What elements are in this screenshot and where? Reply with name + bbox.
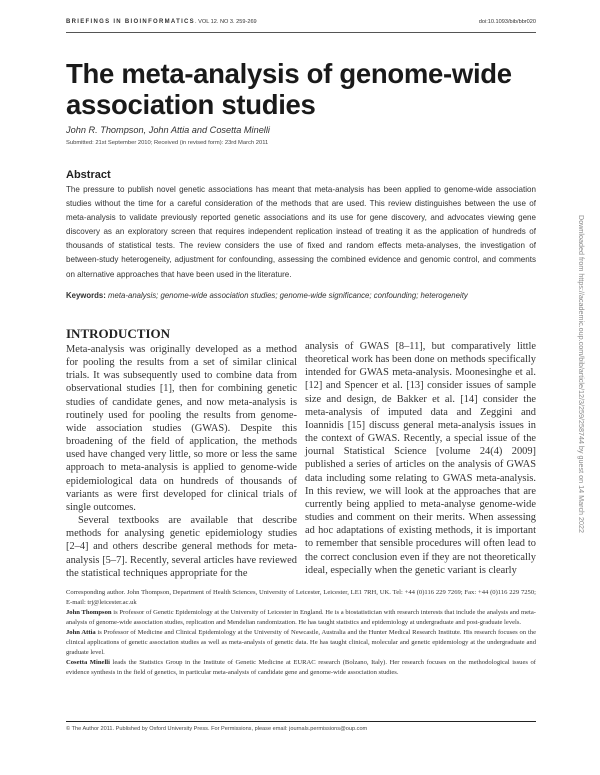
bio-name: John Attia bbox=[66, 629, 96, 636]
copyright: © The Author 2011. Published by Oxford University Press. For Permissions, please email: journals.permissions@oup.com bbox=[66, 726, 368, 732]
bio-text: is Professor of Genetic Epidemiology at the University of Leicester in England. He is a biostatistician with research interests that include the analysis and meta-analysis of genome-wide association studies, replication and Mendelian randomization. He has taught statistics and epidemiology at undergraduate and post-graduate levels. bbox=[66, 609, 536, 626]
volume-info: . VOL 12. NO 3. 259-269 bbox=[195, 19, 257, 25]
bio-text: leads the Statistics Group in the Institute of Genetic Medicine at EURAC research (Bolzano, Italy). Her research focuses on the methodological issues of evidence synthesis in the field of genetics, in particular meta-analysis of candidate gene and genome-wide association studies. bbox=[66, 659, 536, 676]
author-bio bbox=[66, 608, 536, 628]
intro-paragraph-3: analysis of GWAS [8–11], but comparatively little theoretical work has been done on methods specifically intended for GWAS meta-analysis. Moonesinghe et al. [12] and Spencer et al. [13] consider issues of sample size and design, de Bakker et al. [14] consider the meta-analysis of imputed data and Zeggini and Ioannidis [15] discuss general meta-analysis issues in the context of GWAS. Recently, a special issue of the journal Statistical Science [volume 24(4) 2009] published a series of articles on the analysis of GWAS data including some relating to GWAS meta-analysis. In this review, we will look at the approaches that are currently being applied to meta-analyse genome-wide studies and comment on their merits. When assessing ad hoc adaptations of existing methods, it is important to remember that sensible procedures will often lead to the correct conclusion even if they are not theoretically ideal, especially when the genetic variant is clearly bbox=[305, 341, 536, 576]
bio-name: John Thompson bbox=[66, 609, 112, 616]
intro-paragraph-2: Several textbooks are available that describe methods for analysing genetic epidemiology studies [2–4] and others describe general methods for meta-analysis [5–7]. Recently, several articles have reviewed the statistical techniques appropriate for the bbox=[66, 515, 297, 579]
paper-title: The meta-analysis of genome-wide association studies bbox=[66, 58, 512, 120]
keywords-label: Keywords: bbox=[66, 291, 106, 300]
abstract-text: The pressure to publish novel genetic associations has meant that meta-analysis has been applied to genome-wide association studies without the time for a careful consideration of the methods that are used. This review distinguishes between the use of meta-analysis to validate previously reported genetic associations and its use for gene discovery, and advocates viewing gene discovery as an exploratory screen that requires independent replication instead of treating it as the application of hundreds of thousands of statistical tests. The review considers the use of fixed and random effects meta-analyses, the investigation of between-study heterogeneity, adjustment for confounding, assessing the combined evidence and genomic control, and comments on alternative approaches that have been used in the literature. bbox=[66, 185, 536, 279]
download-watermark bbox=[578, 215, 588, 635]
journal-name: BRIEFINGS IN BIOINFORMATICS bbox=[66, 19, 195, 25]
column-left bbox=[66, 343, 297, 580]
watermark-text: Downloaded from https://academic.oup.com/bib/article/12/3/259/258744 by guest on 14 March 2022 bbox=[577, 215, 586, 534]
abstract-heading: Abstract bbox=[66, 169, 111, 181]
keywords-text: meta-analysis; genome-wide association studies; genome-wide significance; confounding; heterogeneity bbox=[108, 291, 468, 300]
intro-paragraph-1: Meta-analysis was originally developed as a method for pooling the results from a set of similar clinical trials. It was subsequently used to combine data from observational studies [1], then for combining genetic studies of candidate genes, and now meta-analysis is routinely used for pooling the results from genome-wide association studies (GWAS). Despite this broadening of the field of application, the methods used have changed very little, so more or less the same approach to meta-analysis is applied to genome-wide epidemiological data on hundreds of thousands of variants as were first developed for clinical trials of single outcomes. bbox=[66, 344, 297, 513]
introduction-heading: INTRODUCTION bbox=[66, 326, 171, 341]
author-bio bbox=[66, 658, 536, 678]
authors: John R. Thompson, John Attia and Cosetta Minelli bbox=[66, 125, 270, 135]
submission-dates: Submitted: 21st September 2010; Received (in revised form): 23rd March 2011 bbox=[66, 140, 269, 146]
footer-rule bbox=[66, 721, 536, 722]
bio-name: Cosetta Minelli bbox=[66, 659, 110, 666]
running-header bbox=[66, 19, 536, 33]
keywords bbox=[66, 291, 536, 300]
column-right bbox=[305, 340, 536, 577]
corresponding-author: Corresponding author. John Thompson, Department of Health Sciences, University of Leicester, Leicester, LE1 7RH, UK. Tel: +44 (0)116 229 7269; Fax: +44 (0)116 229 7250; E-mail: trj@leicester.ac.uk bbox=[66, 589, 536, 606]
bio-text: is Professor of Medicine and Clinical Epidemiology at the University of Newcastle, Australia and the Hunter Medical Research Institute. His research focuses on the clinical applications of genetic association studies as well as meta-analysis of genetic data. He has taught clinical, molecular and genetic epidemiology at the undergraduate and graduate level. bbox=[66, 629, 536, 656]
footnote bbox=[66, 588, 536, 678]
doi: doi:10.1093/bib/bbr020 bbox=[478, 19, 536, 25]
author-bio bbox=[66, 628, 536, 658]
